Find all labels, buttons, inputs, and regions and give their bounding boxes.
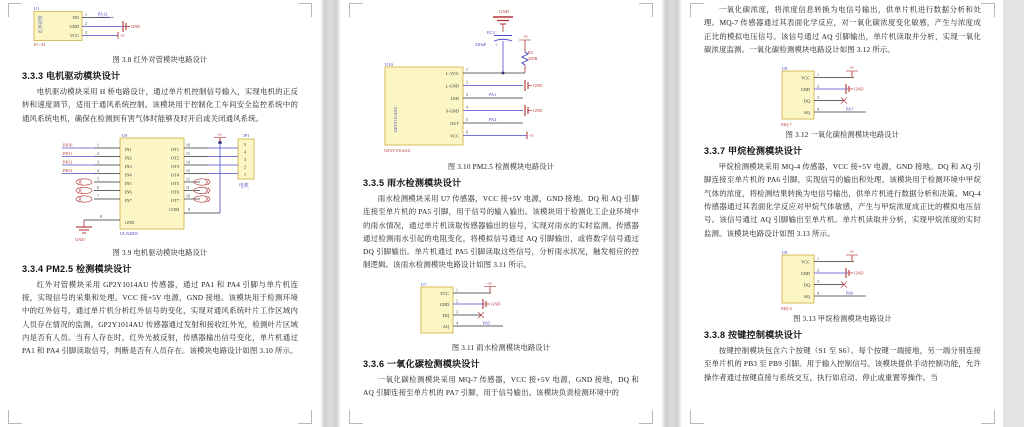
fig312-pin4-name: AQ [803,110,810,116]
fig39-inpin-7: 7 [97,194,99,199]
fig39-jp-pin-2: 2 [244,164,247,170]
fig310-pin5-num: 5 [466,118,468,122]
fig39-outpin-15: 15 [186,151,190,156]
fig312-pin3-num: 3 [817,96,819,101]
fig311-pin2-name: GND [439,301,449,307]
fig311-pin3-name: DQ [442,312,449,318]
fig310-net-pa4: PA4 [489,117,497,122]
fig39-in3: IN3 [125,163,132,169]
fig312-pin2-num: 2 [817,84,819,89]
fig39-net-pb11: PB11 [63,150,73,156]
crop-mark-bottom-right [298,410,312,424]
heading-3-3-5: 3.3.5 雨水检测模块设计 [363,178,462,188]
paragraph-3-3-6: 一氧化碳检测模块采用 MQ-7 传感器，VCC 接+5V 电源，GND 接地，DQ 和 AQ 引脚连接至单片机的 PA7 引脚，用于信号输出。该模块负责检测环境中的 [363,374,639,398]
paragraph-3-3-5: 雨水检测模块采用 U7 传感器，VCC 接+5V 电源，GND 接地。DQ 和 AQ 引脚连接至单片机的 PA5 引脚，用于信号的输入输出。该模块用于检测化工企业环境中的雨水情况，通过单片机读取传感器输出的信号，实现对雨水的实时监测。传感器通过检测雨水引起的电阻变化，将模拟信号通过 AQ 引脚输出，或将数字信号通过 DQ 引脚输出。单片机通过 PA5 引脚读取这些信号，分析雨水状况，触发相应的控制逻辑。该雨水检测模块电路设计如图 3.11 所示。 [363,194,639,270]
fig310-cap-ref: EC3 [487,30,495,35]
fig39-ot5: OT5 [171,180,179,186]
fig313-part: MQ-4 [781,305,792,311]
fig312-pin4-num: 4 [817,107,819,112]
heading-3-3-4: 3.3.4 PM2.5 检测模块设计 [22,263,132,274]
document-page-2 [341,0,661,427]
fig310-body-label: GP2Y1014AU [393,106,398,132]
fig39-inpin-5: 5 [97,177,99,182]
fig39-gnd-symbol-label: GND [75,236,85,242]
fig39-inpin-4: 4 [97,168,99,173]
crop-mark-top-right [298,3,312,17]
crop-mark-top-right [981,3,995,17]
fig312-pin3-name: DQ [803,98,810,104]
fig313-pin2-name: GND [800,270,810,276]
fig312-power-label: +5 [849,65,854,71]
fig310-res-value: 150R [528,56,538,61]
figure-3-9-caption: 图 3.9 电机驱动模块电路设计 [112,248,208,257]
fig313-pin3-name: DQ [803,282,810,288]
fig310-res-ref: R3 [528,50,534,55]
crop-mark-bottom-left [8,410,22,424]
fig39-inpin-2: 2 [97,151,99,156]
paragraph-3-3-7: 甲烷检测模块采用 MQ-4 传感器，VCC 接+5V 电源，GND 接地。DQ 和 AQ 引脚连接至单片机的 PA6 引脚，实现信号的输出和处理。该模块用于检测环境中甲烷气体的浓度，将检测结果转换为电信号输出，供单片机进行数据分析和决策。MQ-4 传感器通过其表面化学反应对甲烷气体敏感，产生与甲烷浓度成正比的模拟电压信号。该信号通过 AQ 引脚输出至单片机。单片机读取并分析，实现甲烷浓度的实时监测。该模块电路设计如图 3.13 所示。 [704,162,981,238]
fig39-jp-pin-4: 4 [244,149,247,155]
crop-mark-bottom-left [690,410,704,424]
fig38-pin1-num: 1 [85,13,87,17]
fig311-gnd-label: GND [491,301,501,307]
fig310-gnd4-label: GND [533,108,543,114]
fig39-part: ULN2003 [120,230,138,236]
fig39-gnd-pin: 8 [100,214,102,219]
fig39-com-name: COM [169,206,179,212]
fig39-connector-label: 电机 [239,183,250,189]
fig39-outpin-12: 12 [186,177,190,182]
fig310-gnd-top-label: GND [499,9,509,14]
crop-mark-bottom-right [981,410,995,424]
figure-3-12-schematic [704,61,981,127]
fig39-in5: IN5 [125,180,132,186]
fig311-power-label: +5 [487,280,492,286]
fig39-in7: IN7 [125,197,132,203]
fig38-pin1-name: DO [72,15,79,20]
fig313-ref: U8 [782,249,788,255]
figure-3-11-caption: 图 3.11 雨水检测模块电路设计 [451,343,551,352]
figure-3-8-schematic [22,2,298,52]
fig310-pin6-num: 6 [466,130,468,135]
paragraph-3-3-6-continued: 一氧化碳浓度，将浓度信息转换为电信号输出，供单片机进行数据分析和处理。MQ-7 传感器通过其表面化学反应，对一氧化碳浓度变化敏感，产生与浓度成正比的模拟电压信号。该信号通过 AQ 引脚输出，单片机读取并分析，实现一氧化碳浓度监测。一氧化碳检测模块电路设计如图 3.12 所示。 [704,5,981,54]
fig39-in6: IN6 [125,189,132,195]
fig310-pin1-num: 1 [466,68,468,72]
fig39-inpin-3: 3 [97,160,99,165]
heading-3-3-3: 3.3.3 电机驱动模块设计 [22,71,121,81]
fig39-inpin-6: 6 [97,185,99,190]
fig310-pin2-name: L-GND [445,83,459,89]
fig39-power-label: +5 [217,131,222,137]
fig39-ref: U9 [122,132,128,138]
fig39-net-pb13: PB13 [63,167,73,173]
fig39-ot2: OT2 [171,155,179,161]
fig39-outpin-14: 14 [186,160,190,165]
fig311-pin1-name: VCC [440,290,449,296]
fig312-pin1-name: VCC [801,75,810,81]
fig310-power-label: +5 [523,34,528,39]
fig310-part: GP2Y1014AU [384,148,411,153]
fig38-gnd-label: GND [131,24,141,29]
heading-3-3-8: 3.3.8 按键控制模块设计 [704,329,803,340]
fig39-ot7: OT7 [171,197,179,203]
fig39-connector-ref: JP1 [243,132,250,138]
paragraph-3-3-3: 电机驱动模块采用 H 桥电路设计，通过单片机控制信号输入，实现电机的正反转和速度调节，适用于通风系统控制。该模块用于控制化工车间安全监控系统中的通风系统电机，确保在检测到有害气体时能够及时开启或关闭通风系统。 [22,87,298,123]
fig310-pin6-power: +5 [529,133,534,139]
fig39-in1: IN1 [125,146,132,152]
fig39-in2: IN2 [125,155,132,161]
fig39-outpin-11: 11 [186,185,190,190]
fig311-pin3-num: 3 [456,310,458,315]
figure-3-12-caption: 图 3.12 一氧化碳检测模块电路设计 [785,131,900,140]
fig313-pin1-num: 1 [817,256,819,261]
fig310-pin6-name: VCC [450,133,459,139]
fig38-net-pa12: PA12 [98,11,108,17]
fig313-pin1-name: VCC [801,259,810,265]
fig313-gnd-label: GND [854,270,864,276]
fig39-gnd-name: GND [125,219,135,225]
fig311-pin2-num: 2 [456,299,458,304]
fig39-ot4: OT4 [171,172,179,178]
crop-mark-top-left [8,3,22,17]
fig38-pin3-num: 3 [85,31,87,35]
figure-3-9-schematic [22,129,298,245]
fig310-cap-value: 220uF [475,42,487,47]
fig310-pin4-name: S-GND [445,108,459,114]
fig311-pin1-num: 1 [456,288,458,293]
fig39-net-pb10: PB10 [63,142,73,148]
fig310-net-pa1: PA1 [489,92,497,97]
fig39-in4: IN4 [125,172,132,178]
fig39-ot1: OT1 [171,146,179,152]
fig39-jp-pin-1: 1 [244,171,247,177]
fig313-pin4-name: AQ [803,293,810,299]
fig312-part: MQ-7 [781,122,792,128]
page-gutter-1 [320,0,341,427]
paragraph-3-3-4: 红外对管模块采用 GP2Y1014AU 传感器，通过 PA1 和 PA4 引脚与单片机连接，实现信号的采集和处理。VCC 接+5V 电源，GND 接地。该模块用于检测环境中的红外信号，通过单片机分析红外信号的变化，实现对通风系统叶片工作区域内人员存在情况的监测。GP2Y1014AU 传感器通过发射和接收红外光，检测叶片区域内是否有人员。当有人存在时，红外光被反射，传感器输出信号变化，单片机通过 PA1 和 PA4 引脚读取信号，判断是否有人员存在。该模块电路设计如图 3.10 所示。 [22,279,298,356]
fig310-pin3-name: LED [450,96,459,101]
figure-3-13-caption: 图 3.13 甲烷检测模块电路设计 [793,314,892,323]
heading-3-3-7: 3.3.7 甲烷检测模块设计 [704,146,803,157]
fig38-pin2-name: GND [69,24,79,29]
fig313-power-label: +5 [849,248,854,254]
figure-3-11-schematic [363,278,639,340]
fig311-net-pa5: PA5 [483,320,491,326]
fig39-jp-pin-3: 3 [244,156,247,162]
fig38-body-label: 红外对管 [38,15,43,33]
fig312-ref: U8 [782,66,788,72]
heading-3-3-6: 3.3.6 一氧化碳检测模块设计 [363,358,480,369]
page-gutter-2 [661,0,682,427]
fig312-pin1-num: 1 [817,73,819,78]
fig310-pin2-num: 2 [466,80,468,85]
fig39-ot3: OT3 [171,163,179,169]
figure-3-8-caption: 图 3.8 红外对管模块电路设计 [112,56,208,64]
fig39-outpin-10: 10 [186,194,190,199]
document-page-3 [682,0,1003,427]
document-page-1 [0,0,320,427]
fig313-pin3-num: 3 [817,279,819,284]
fig310-gnd2-label: GND [533,83,543,89]
fig311-ref: U7 [421,281,427,287]
fig38-part: FC-33 [34,42,46,47]
fig39-outpin-16: 16 [186,143,190,148]
crop-mark-top-right [639,3,653,17]
paragraph-3-3-8: 按键控制模块包含六个按键（S1 至 S6）。每个按键一端接地，另一端分别连接至单片机的 PB3 至 PB9 引脚。用于输入控制信号。该模块提供手动控制功能，允许操作者通过按键直接与系统交互，执行如启动、停止或重置等操作。当 [704,345,981,382]
crop-mark-bottom-left [349,410,363,424]
fig311-pin4-name: AQ [442,323,449,329]
crop-mark-bottom-right [639,410,653,424]
fig39-inpin-1: 1 [97,143,99,148]
fig312-net-pa7: PA7 [846,106,854,112]
fig39-jp-pin-5: 5 [244,141,247,147]
fig310-ref: U10 [385,62,393,67]
fig38-ref: U1 [34,6,40,11]
fig310-pin3-num: 3 [466,93,468,97]
figure-3-10-caption: 图 3.10 PM2.5 检测模块电路设计 [447,163,555,171]
fig313-net-pa6: PA6 [846,290,854,296]
figure-3-13-schematic [704,245,981,311]
fig312-gnd-label: GND [854,86,864,92]
fig313-pin4-num: 4 [817,291,819,296]
crop-mark-top-left [690,3,704,17]
fig39-com-pin: 9 [188,207,190,212]
figure-3-10-schematic [363,4,639,159]
fig310-pin5-name: OUT [450,121,459,126]
crop-mark-top-left [349,3,363,17]
fig312-pin2-name: GND [800,87,810,93]
fig313-pin2-num: 2 [817,268,819,273]
fig38-pin2-num: 2 [85,22,87,26]
fig39-net-pb12: PB12 [63,159,73,165]
fig39-outpin-13: 13 [186,168,190,173]
fig310-pin1-name: L-VCC [446,71,459,76]
fig38-power-label: +5 [120,33,125,38]
fig38-pin3-name: VCC [69,33,79,38]
fig310-cap-polarity: + [495,42,498,47]
fig310-pin4-num: 4 [466,105,468,110]
fig311-pin4-num: 4 [456,321,458,326]
fig39-ot6: OT6 [171,189,179,195]
